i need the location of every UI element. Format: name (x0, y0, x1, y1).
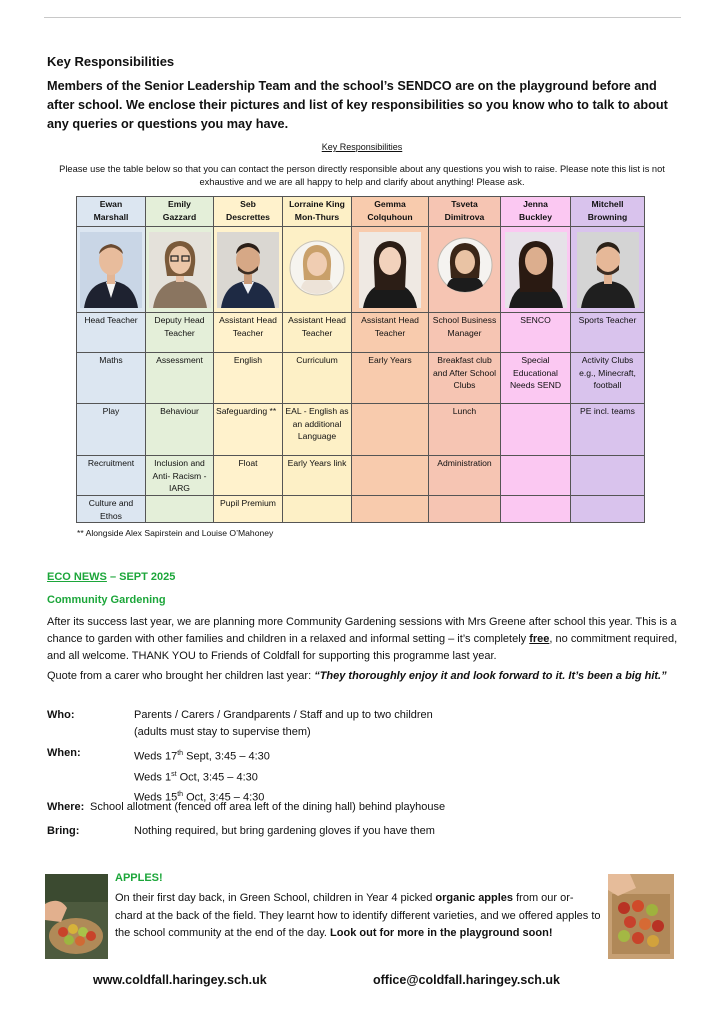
role-cell: Sports Teacher (571, 313, 645, 353)
carer-quote: “They thoroughly enjoy it and look forward to it. It’s been a big hit.” (314, 670, 667, 682)
responsibilities-table (76, 196, 645, 523)
responsibility-cell (501, 496, 571, 523)
when-value (134, 745, 270, 807)
photo-cell (429, 227, 501, 313)
email-link[interactable]: office@coldfall.haringey.sch.uk (373, 973, 560, 987)
responsibility-cell: Early Years link (283, 456, 352, 496)
table-title: Key Responsibilities (321, 142, 403, 152)
role-cell: Head Teacher (77, 313, 146, 353)
eco-news-heading (47, 571, 175, 583)
table-row-roles (77, 313, 645, 353)
mitchell-browning-photo (577, 232, 639, 308)
ewan-marshall-photo (80, 232, 142, 308)
name-cell: Tsveta Dimitrova (429, 197, 501, 227)
jenna-buckley-photo (505, 232, 567, 308)
table-row-names (77, 197, 645, 227)
responsibility-cell: Early Years (352, 353, 429, 404)
bring-value: Nothing required, but bring gardening gloves if you have them (134, 825, 435, 837)
responsibility-cell (146, 496, 214, 523)
website-link[interactable]: www.coldfall.haringey.sch.uk (93, 973, 267, 987)
photo-cell (214, 227, 283, 313)
responsibility-cell: EAL - English as an additional Language (283, 404, 352, 456)
free-text: free (529, 633, 550, 645)
bring-label: Bring: (47, 825, 80, 837)
who-label: Who: (47, 709, 75, 721)
responsibility-cell: Float (214, 456, 283, 496)
community-gardening-paragraph: After its success last year, we are planning more Community Gardening sessions with Mrs Greene after school this year. This is a chance to garden with other families and children in a relaxed and informal setting – it’s completely free, no commitment required, and all welcome. THANK YOU to Friends of Coldfall for supporting this programme last year. (47, 616, 678, 662)
name-cell: Gemma Colquhoun (352, 197, 429, 227)
role-cell: Assistant Head Teacher (214, 313, 283, 353)
eco-news-title: ECO NEWS (47, 571, 107, 583)
carer-quote-paragraph: Quote from a carer who brought her children last year: “They thoroughly enjoy it and look forward to it. It’s been a big hit.” (47, 670, 667, 682)
responsibility-cell (571, 496, 645, 523)
role-cell: Assistant Head Teacher (352, 313, 429, 353)
responsibility-cell: Maths (77, 353, 146, 404)
intro-paragraph: Members of the Senior Leadership Team and the school’s SENDCO are on the playground before and after school. We enclose their pictures and list of key responsibilities so you know who to talk to about any queries or questions you may have. (47, 79, 668, 131)
session-date: Weds 17th Sept, 3:45 – 4:30 (134, 750, 270, 763)
name-cell: Seb Descrettes (214, 197, 283, 227)
responsibility-cell: Culture and Ethos (77, 496, 146, 523)
photo-cell (501, 227, 571, 313)
photo-cell (146, 227, 214, 313)
table-note: Please use the table below so that you can contact the person directly responsible about any questions you wish to raise. Please note this list is not exhaustive and we are all happy to help and clarify about anything! Please ask. (59, 164, 665, 187)
table-footnote: ** Alongside Alex Sapirstein and Louise O’Mahoney (77, 528, 274, 538)
responsibility-cell: Activity Clubs e.g., Minecraft, football (571, 353, 645, 404)
responsibility-cell: Assessment (146, 353, 214, 404)
responsibility-cell (352, 404, 429, 456)
responsibility-cell: Safeguarding ** (214, 404, 283, 456)
responsibility-cell: Recruitment (77, 456, 146, 496)
eco-news-date: – SEPT 2025 (106, 571, 176, 583)
tsveta-dimitrova-photo (434, 232, 496, 308)
responsibility-cell: Special Educational Needs SEND (501, 353, 571, 404)
name-cell: Jenna Buckley (501, 197, 571, 227)
emily-gazzard-photo (149, 232, 211, 308)
responsibility-cell: Lunch (429, 404, 501, 456)
photo-cell (283, 227, 352, 313)
responsibility-cell (352, 456, 429, 496)
apples-heading: APPLES! (115, 872, 163, 884)
photo-cell (352, 227, 429, 313)
gemma-colquhoun-photo (359, 232, 421, 308)
responsibility-cell (429, 496, 501, 523)
apple-box-photo (608, 874, 674, 959)
table-row-responsibility-4 (77, 496, 645, 523)
seb-descrettes-photo (217, 232, 279, 308)
where-value: School allotment (fenced off area left of the dining hall) behind playhouse (90, 801, 446, 813)
when-label: When: (47, 747, 81, 759)
table-row-responsibility-2 (77, 404, 645, 456)
role-cell: Deputy Head Teacher (146, 313, 214, 353)
name-cell: Lorraine King Mon-Thurs (283, 197, 352, 227)
responsibility-cell: Behaviour (146, 404, 214, 456)
session-date: Weds 1st Oct, 3:45 – 4:30 (134, 770, 258, 784)
responsibility-cell (501, 456, 571, 496)
responsibility-cell (283, 496, 352, 523)
table-row-responsibility-3 (77, 456, 645, 496)
responsibility-cell: Inclusion and Anti- Racism - IARG (146, 456, 214, 496)
apples-paragraph: On their first day back, in Green School, children in Year 4 picked organic apples from our or-chard at the back of the field. They learnt how to identify different varieties, and we offered apples to the school community at the end of the day. Look out for more in the playground soon! (115, 892, 601, 939)
table-row-responsibility-1 (77, 353, 645, 404)
name-cell: Ewan Marshall (77, 197, 146, 227)
responsibility-cell: Pupil Premium (214, 496, 283, 523)
where-label: Where: (47, 801, 85, 813)
responsibility-cell: English (214, 353, 283, 404)
table-row-photos (77, 227, 645, 313)
community-gardening-heading: Community Gardening (47, 594, 166, 606)
responsibility-cell: Curriculum (283, 353, 352, 404)
name-cell: Mitchell Browning (571, 197, 645, 227)
role-cell: Assistant Head Teacher (283, 313, 352, 353)
responsibility-cell: Play (77, 404, 146, 456)
responsibility-cell: Breakfast club and After School Clubs (429, 353, 501, 404)
role-cell: SENCO (501, 313, 571, 353)
responsibility-cell: Administration (429, 456, 501, 496)
apple-basket-photo (45, 874, 108, 959)
photo-cell (571, 227, 645, 313)
responsibility-cell (501, 404, 571, 456)
responsibility-cell: PE incl. teams (571, 404, 645, 456)
lorraine-king-photo (286, 232, 348, 308)
responsibility-cell (352, 496, 429, 523)
responsibility-cell (571, 456, 645, 496)
key-responsibilities-heading: Key Responsibilities (47, 54, 175, 69)
photo-cell (77, 227, 146, 313)
session-date: Weds 15th Oct, 3:45 – 4:30 (134, 791, 265, 804)
role-cell: School Business Manager (429, 313, 501, 353)
name-cell: Emily Gazzard (146, 197, 214, 227)
who-value: Parents / Carers / Grandparents / Staff and up to two children (adults must stay to supervise them) (134, 709, 433, 738)
top-divider (44, 17, 681, 18)
